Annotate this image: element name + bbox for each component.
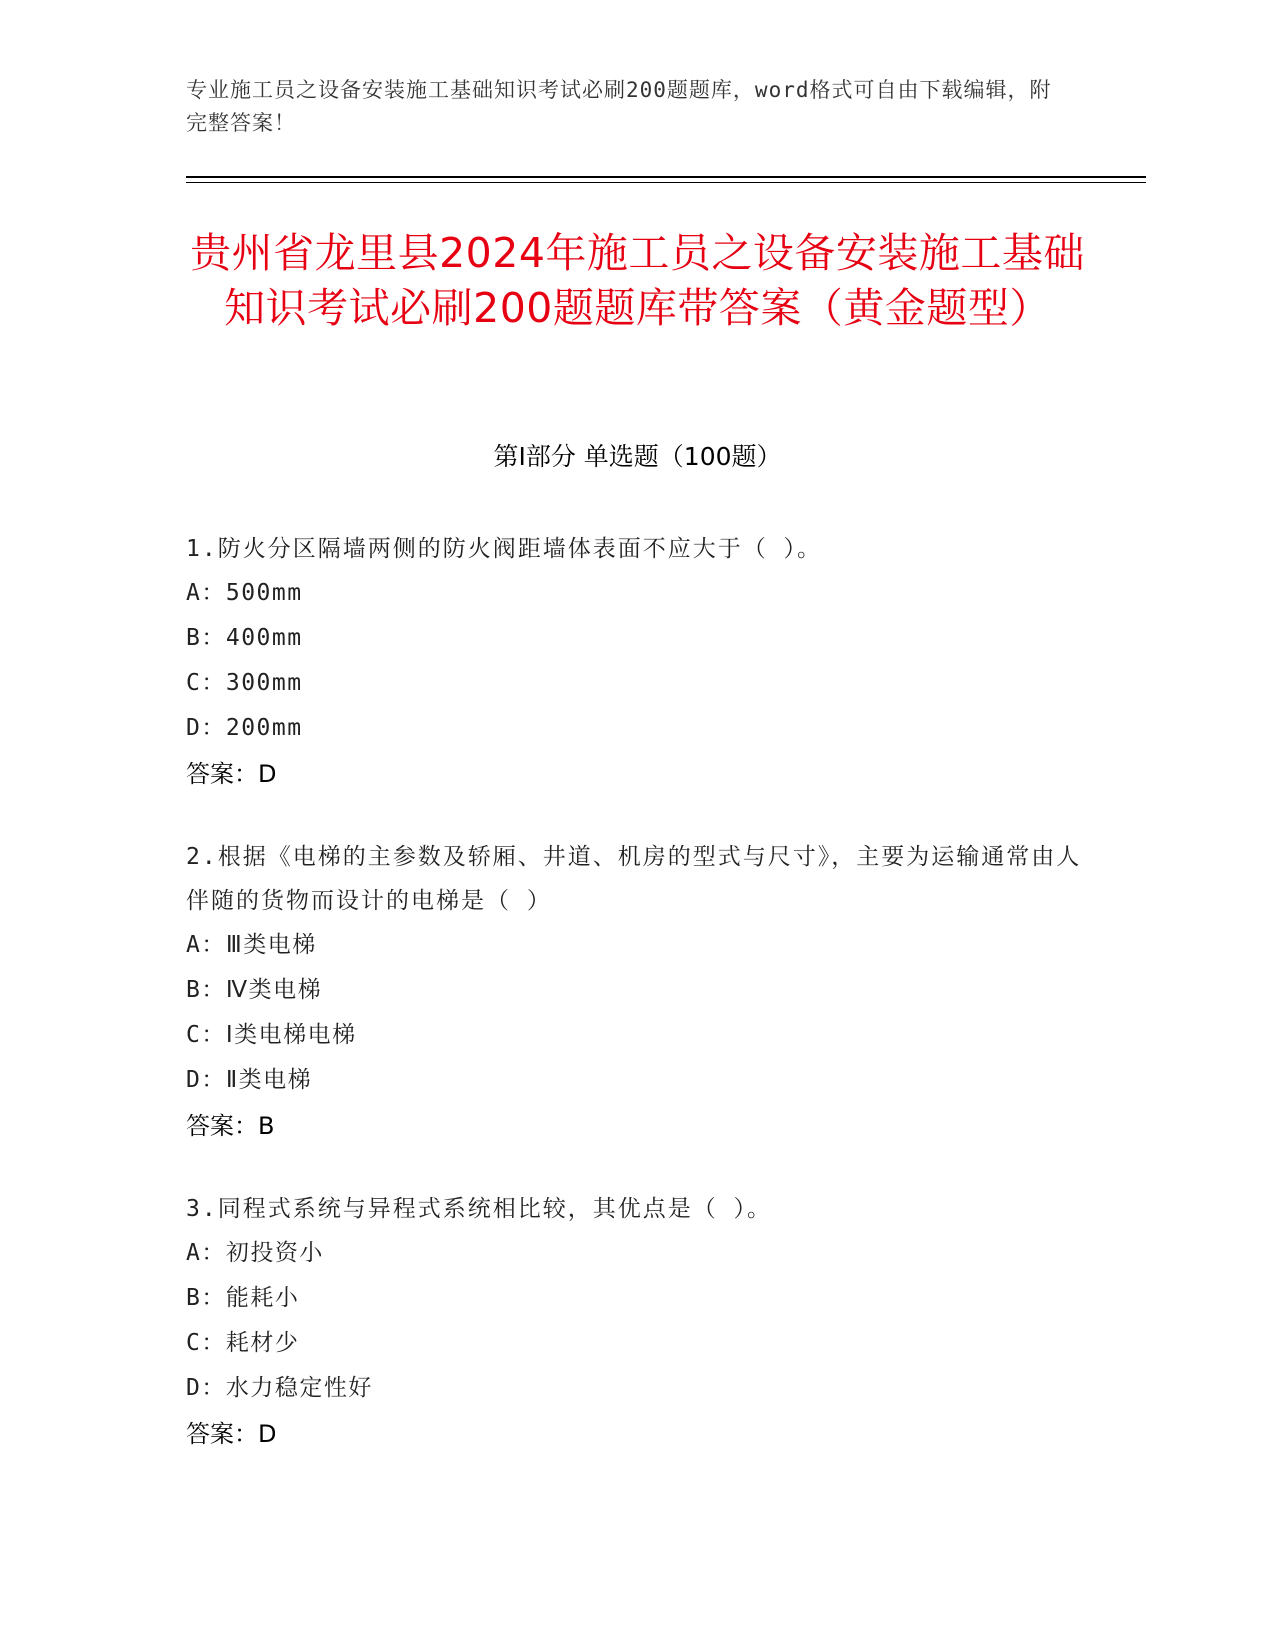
header-note: 专业施工员之设备安装施工基础知识考试必刷200题题库，word格式可自由下载编辑，附完整答案！ bbox=[186, 78, 1052, 135]
option-d: D：水力稳定性好 bbox=[186, 1375, 373, 1401]
option-d: D：Ⅱ类电梯 bbox=[186, 1067, 313, 1093]
option-c: C：300mm bbox=[186, 670, 303, 696]
option-d: D：200mm bbox=[186, 715, 303, 741]
option-a: A：初投资小 bbox=[186, 1240, 324, 1266]
question-text: 1.防火分区隔墙两侧的防火阀距墙体表面不应大于（ ）。 bbox=[186, 536, 823, 562]
option-b: B：能耗小 bbox=[186, 1285, 300, 1311]
option-a: A：500mm bbox=[186, 580, 303, 606]
section-title: 第I部分 单选题（100题） bbox=[493, 442, 782, 471]
option-c: C：耗材少 bbox=[186, 1330, 300, 1356]
question-3 bbox=[186, 1187, 1086, 1457]
answer-line: 答案：B bbox=[186, 1112, 275, 1140]
option-b: B：Ⅳ类电梯 bbox=[186, 977, 323, 1003]
question-1 bbox=[186, 527, 1086, 797]
option-c: C：Ⅰ类电梯电梯 bbox=[186, 1022, 357, 1048]
question-text: 3.同程式系统与异程式系统相比较，其优点是（ ）。 bbox=[186, 1196, 773, 1222]
question-text: 2.根据《电梯的主参数及轿厢、井道、机房的型式与尺寸》，主要为运输通常由人伴随的货物而设计的电梯是（ ） bbox=[186, 844, 1082, 914]
option-b: B：400mm bbox=[186, 625, 303, 651]
option-a: A：Ⅲ类电梯 bbox=[186, 932, 317, 958]
answer-line: 答案：D bbox=[186, 760, 277, 788]
header-divider bbox=[186, 176, 1146, 178]
answer-line: 答案：D bbox=[186, 1420, 277, 1448]
header-divider-thin bbox=[186, 182, 1146, 183]
document-title: 贵州省龙里县2024年施工员之设备安装施工基础知识考试必刷200题题库带答案（黄金题型） bbox=[190, 229, 1085, 332]
question-2 bbox=[186, 835, 1086, 1149]
question-list bbox=[186, 527, 1086, 1495]
